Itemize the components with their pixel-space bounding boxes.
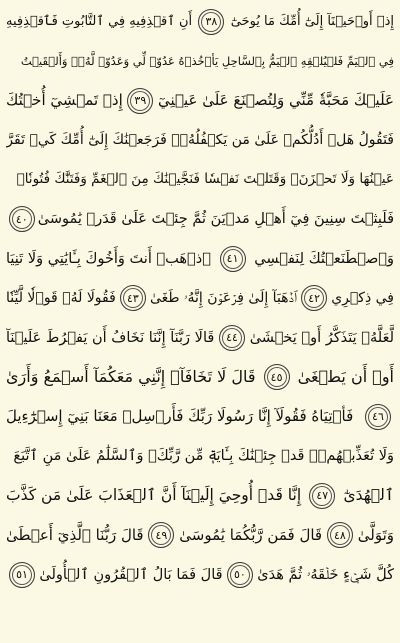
ayah-number-marker: ٤٣ [120,285,146,311]
verse-text: فِي ٱلۡيَمِّ فَلۡيُلۡقِهِ ٱلۡيَمُّ بِٱلسَّاحِلِ يَأۡخُذۡهُ عَدُوّٞ لِّي وَعَدُوّٞ لَّهُۥۚ وَأَلۡقَيۡتُ [20,53,394,68]
verse-line [6,160,394,200]
ayah-number-marker: ٤٩ [148,522,174,548]
verse-line [6,437,394,477]
verse-text: ٱذۡهَبۡ أَنتَ وَأَخُوكَ بِـَٔايَٰتِي وَلَا تَنِيَا [6,250,211,267]
verse-text: قَالَ فَمَن رَّبُّكُمَا يَٰمُوسَىٰ [179,525,323,544]
ayah-number-marker: ٣٨ [198,9,224,35]
verse-text: وَتَوَلَّىٰ [357,525,394,544]
verse-text: عَلَيۡكَ مَحَبَّةٗ مِّنِّي وَلِتُصۡنَعَ عَلَىٰ عَيۡنِيٓ [157,91,394,110]
ayah-number-marker: ٤٨ [327,522,353,548]
verse-line [6,121,394,161]
verse-text: قَالَ لَا تَخَافَآۖ إِنَّنِي مَعَكُمَآ أَسۡمَعُ وَأَرَىٰ [6,367,256,387]
verse-text: فَلَبِثۡتَ سِنِينَ فِيٓ أَهۡلِ مَدۡيَنَ ثُمَّ جِئۡتَ عَلَىٰ قَدَرٖ يَٰمُوسَىٰ [37,211,394,227]
verse-line [6,279,394,319]
verse-line [6,476,394,516]
ayah-number-marker: ٤٦ [365,404,391,430]
ayah-number-marker: ٤٠ [9,206,35,232]
ayah-number-marker: ٥٠ [227,562,253,588]
verse-text: وَٱصۡطَنَعۡتُكَ لِنَفۡسِي [254,250,394,267]
verse-text: قَالَا رَبَّنَآ إِنَّنَا نَخَافُ أَن يَفۡرُطَ عَلَيۡنَآ [6,329,215,346]
verse-line [6,200,394,240]
verse-line [6,516,394,556]
verse-text: ٱذۡهَبَآ إِلَىٰ فِرۡعَوۡنَ إِنَّهُۥ طَغَىٰ [149,290,298,307]
verse-text: لَّعَلَّهُۥ يَتَذَكَّرُ أَوۡ يَخۡشَىٰ [249,329,394,346]
verse-line [6,2,394,42]
ayah-number-marker: ٤٧ [309,483,335,509]
verse-lines [6,2,394,595]
verse-text: إِذۡ تَمۡشِيٓ أُخۡتُكَ [6,91,123,110]
verse-line [6,358,394,398]
ayah-number-marker: ٤٢ [301,285,327,311]
verse-text: قَالَ فَمَا بَالُ ٱلۡقُرُونِ ٱلۡأُولَىٰ [39,566,223,583]
verse-text: قَالَ رَبُّنَا ٱلَّذِيٓ أَعۡطَىٰ [6,525,144,544]
verse-text: فَقُولَا لَهُۥ قَوۡلٗا لَّيِّنٗا [6,290,116,307]
verse-text: فَتَقُولُ هَلۡ أَدُلُّكُمۡ عَلَىٰ مَن يَكۡفُلُهُۥۖ فَرَجَعۡنَٰكَ إِلَىٰٓ أُمِّكَ كَيۡ تَقَرَّ [6,132,394,149]
verse-line [6,239,394,279]
verse-line [6,318,394,358]
verse-text: أَوۡ أَن يَطۡغَىٰ [297,367,394,387]
verse-line [6,555,394,595]
ayah-number-marker: ٤١ [220,246,246,272]
verse-text: إِنَّا قَدۡ أُوحِيَ إِلَيۡنَآ أَنَّ ٱلۡعَذَابَ عَلَىٰ مَن كَذَّبَ [6,486,302,504]
verse-text: فَأۡتِيَاهُ فَقُولَآ إِنَّا رَسُولَا رَبِّكَ فَأَرۡسِلۡ مَعَنَا بَنِيٓ إِسۡرَٰٓءِيلَ [6,407,354,426]
verse-text: عَيۡنُهَا وَلَا تَحۡزَنَۚ وَقَتَلۡتَ نَفۡسٗا فَنَجَّيۡنَٰكَ مِنَ ٱلۡغَمِّ وَفَتَنَّٰكَ فُتُونٗاۚ [16,171,394,187]
verse-text: ٱلۡهُدَىٰٓ [343,486,394,504]
verse-line [6,81,394,121]
verse-line [6,397,394,437]
ayah-number-marker: ٤٤ [219,325,245,351]
verse-text: فِي ذِكۡرِي [331,290,394,307]
ayah-number-marker: ٣٩ [127,88,153,114]
ayah-number-marker: ٤٥ [264,364,290,390]
verse-text: أَنِ ٱقۡذِفِيهِ فِي ٱلتَّابُوتِ فَٱقۡذِفِيهِ [6,14,193,30]
verse-text: كُلَّ شَيۡءٍ خَلۡقَهُۥ ثُمَّ هَدَىٰ [257,566,394,583]
verse-line [6,42,394,82]
verse-text: وَلَا تُعَذِّبۡهُمۡۖ قَدۡ جِئۡنَٰكَ بِـَٔايَةٖ مِّن رَّبِّكَۖ وَٱلسَّلَٰمُ عَلَىٰ مَنِ ٱتَّبَعَ [13,448,394,464]
verse-text: إِذۡ أَوۡحَيۡنَآ إِلَىٰٓ أُمِّكَ مَا يُوحَىٰٓ [230,14,394,30]
ayah-number-marker: ٥١ [9,562,35,588]
